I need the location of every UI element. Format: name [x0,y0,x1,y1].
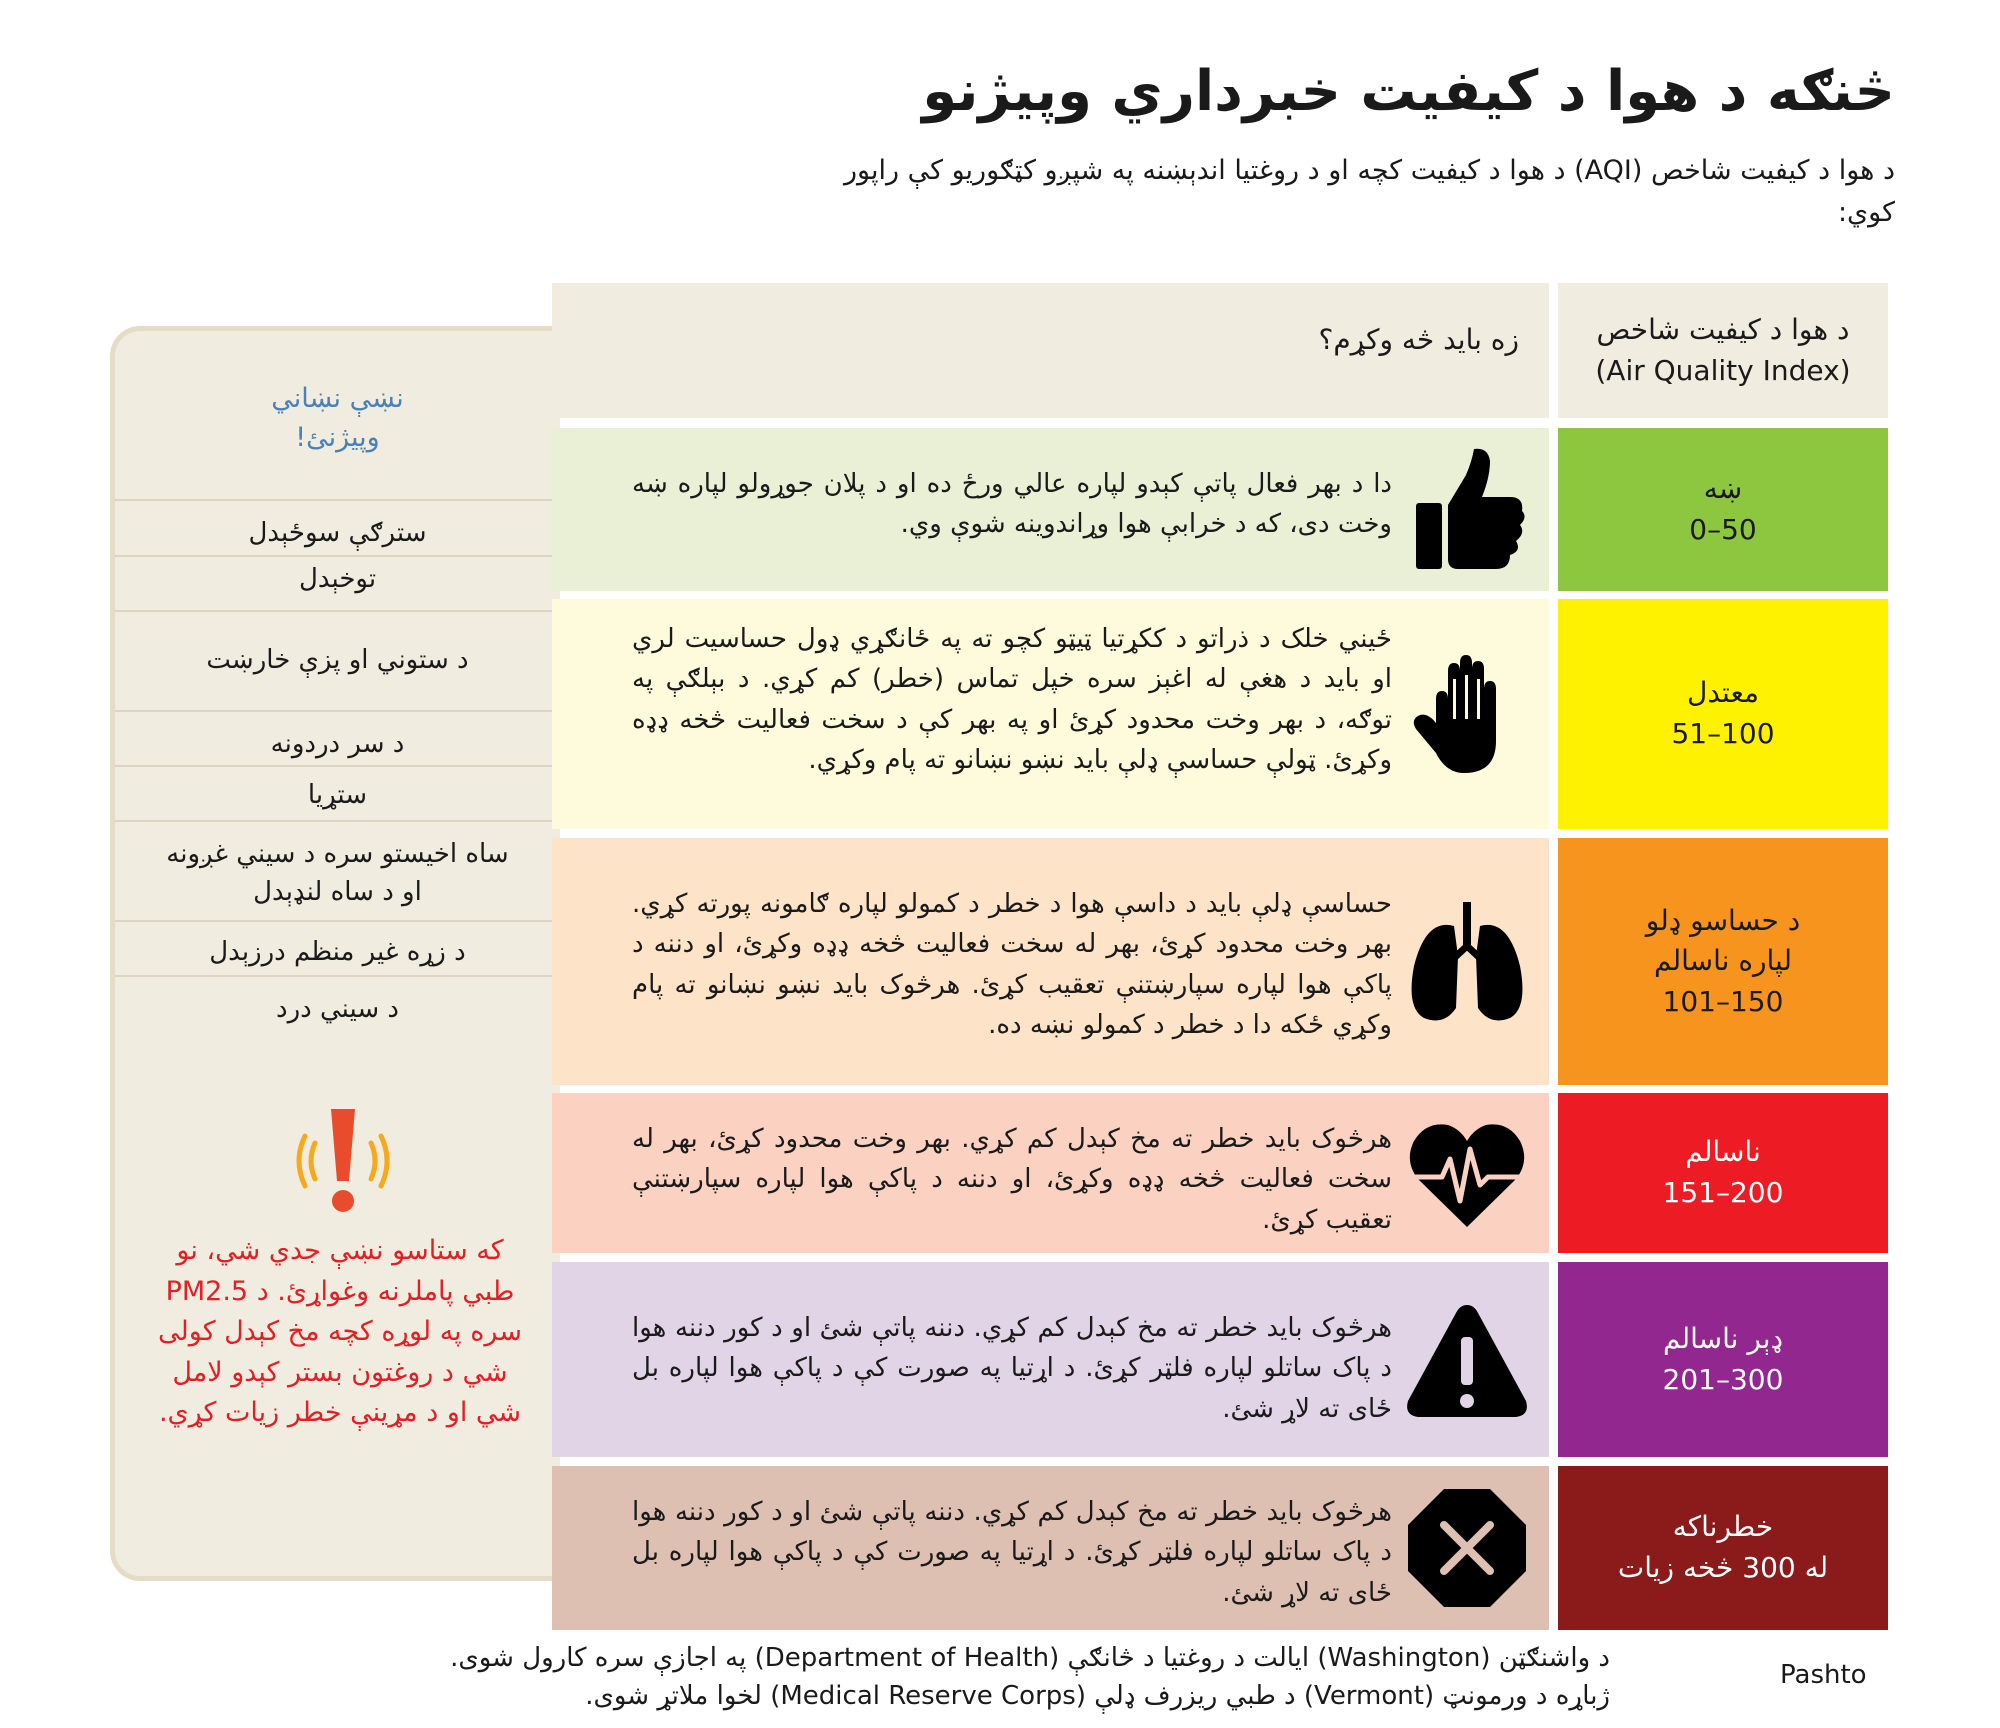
aqi-level-range: 151–200 [1662,1176,1784,1209]
aqi-level-range: 51–100 [1671,717,1775,750]
action-header-cell [552,283,1549,418]
action-text: هرڅوک بايد خطر ته مخ کېدل کم کړي. بهر وخت محدود کړئ، بهر له سخت فعاليت څخه ډډه وکړئ، او دننه د پاکې هوا لپاره سپارښتنې تعقيب کړئ. [632,1124,1392,1235]
warning-triangle-icon [1402,1297,1532,1427]
aqi-level-name: ناسالم [1685,1135,1761,1169]
action-text: حساسې ډلې بايد د داسې هوا د خطر د کمولو لپاره ګامونه پورته کړي. بهر وخت محدود کړئ، بهر له سخت فعاليت څخه ډډه وکړئ، او دننه د پاکې هوا لپاره سپارښتنې تعقيب کړئ. هرڅوک بايد نښو نښانو ته پام وکړي ځکه دا د خطر د کمولو نښه ده. [632,889,1392,1040]
stop-octagon-icon [1402,1483,1532,1613]
symptom-item: د زړه غير منظم درزېدل [115,920,560,975]
raised-hand-icon [1402,649,1532,779]
symptom-item: ستړيا [115,765,560,820]
action-text: هرڅوک بايد خطر ته مخ کېدل کم کړي. دننه پاتې شئ او د کور دننه هوا د پاک ساتلو لپاره فلټر کړئ. د اړتيا په صورت کې د پاکې هوا لپاره بل ځای ته لاړ شئ. [632,1497,1392,1608]
heartbeat-icon [1402,1109,1532,1239]
action-text: دا د بهر فعال پاتې کېدو لپاره عالي ورځ ده او د پلان جوړولو لپاره ښه وخت دی، که د خرابې هوا وړاندوينه شوې وي. [632,469,1392,540]
aqi-row-sensitive-action [552,838,1549,1085]
symptom-item: ساه اخيستو سره د سيني غږونه او د ساه لنډېدل [115,820,560,920]
aqi-row-good-level [1558,428,1888,591]
action-header: زه بايد څه وکړم؟ [1318,323,1519,356]
symptoms-title: نښې نښاني وپيژنئ! [271,383,404,454]
aqi-row-hazardous-level [1558,1466,1888,1630]
symptom-item: سترګې سوځېدل [115,499,560,555]
aqi-row-hazardous-action [552,1466,1549,1630]
aqi-level-range: 101–150 [1662,984,1784,1018]
page-subtitle: د هوا د کيفيت شاخص (AQI) د هوا د کيفيت کچه او د روغتيا اندېښنه په شپږو کټګوريو کې راپور کوي: [844,155,1895,228]
aqi-level-name: ښه [1703,471,1743,505]
action-text: ځيني خلک د ذراتو د ککړتيا ټيټو کچو ته په ځانګړي ډول حساسيت لري او بايد د هغې له اغېز سره خپل تماس (خطر) کم کړي. د بېلګې په توګه، د بهر وخت محدود کړئ او په بهر کې د سخت فعاليت څخه ډډه وکړئ. ټولې حساسې ډلې بايد نښو نښانو ته پام وکړي. [632,624,1392,775]
lungs-icon [1402,896,1532,1026]
thumbs-up-icon [1402,445,1532,575]
alert-exclamation-icon [283,1101,403,1221]
aqi-row-sensitive-level [1558,838,1888,1085]
aqi-row-moderate-level [1558,599,1888,829]
symptom-item: د ستوني او پزې خارښت [115,610,560,710]
aqi-row-very-unhealthy-level [1558,1262,1888,1457]
symptoms-panel [110,326,560,1581]
page-title: څنګه د هوا د کيفيت خبرداري وپيژنو [922,59,1895,124]
aqi-row-moderate-action [552,599,1549,829]
symptom-item: توخېدل [115,555,560,610]
aqi-header-cell: د هوا د کيفيت شاخص (Air Quality Index) [1558,283,1888,418]
credits [380,1640,1610,1715]
aqi-row-good-action [552,428,1549,591]
aqi-level-range: 0–50 [1689,512,1757,546]
language-label: Pashto [1780,1660,1867,1690]
aqi-level-name: خطرناکه [1672,1510,1774,1544]
aqi-level-name: ډېر ناسالم [1662,1321,1784,1355]
aqi-row-unhealthy-level [1558,1093,1888,1253]
aqi-level-range: 201–300 [1662,1362,1784,1396]
aqi-level-name: د حساسو ډلو لپاره ناسالم [1645,903,1801,978]
aqi-level-range: له 300 څخه زيات [1617,1551,1829,1584]
action-text: هرڅوک بايد خطر ته مخ کېدل کم کړي. دننه پاتې شئ او د کور دننه هوا د پاک ساتلو لپاره فلټر کړئ. د اړتيا په صورت کې د پاکې هوا لپاره بل ځای ته لاړ شئ. [632,1313,1392,1424]
credit-line-2: ژباړه د ورمونټ (Vermont) د طبي ريزرف ډلې (Medical Reserve Corps) لخوا ملاتړ شوی. [585,1680,1610,1711]
symptom-item: د سيني درد [115,975,560,1035]
credit-line-1: د واشنګټن (Washington) ايالت د روغتيا د څانګې (Department of Health) په اجازې سره کارول شوی. [450,1643,1610,1673]
medical-warning-text: که ستاسو نښې جدي شي، نو طبي پاملرنه وغواړئ. د PM2.5 سره په لوړه کچه مخ کېدل کولی شي د روغتون بستر کېدو لامل شي او د مړينې خطر زيات کړي. [158,1235,522,1428]
aqi-level-name: معتدل [1687,676,1759,710]
aqi-row-very-unhealthy-action [552,1262,1549,1457]
symptom-item: د سر دردونه [115,710,560,765]
aqi-row-unhealthy-action [552,1093,1549,1253]
